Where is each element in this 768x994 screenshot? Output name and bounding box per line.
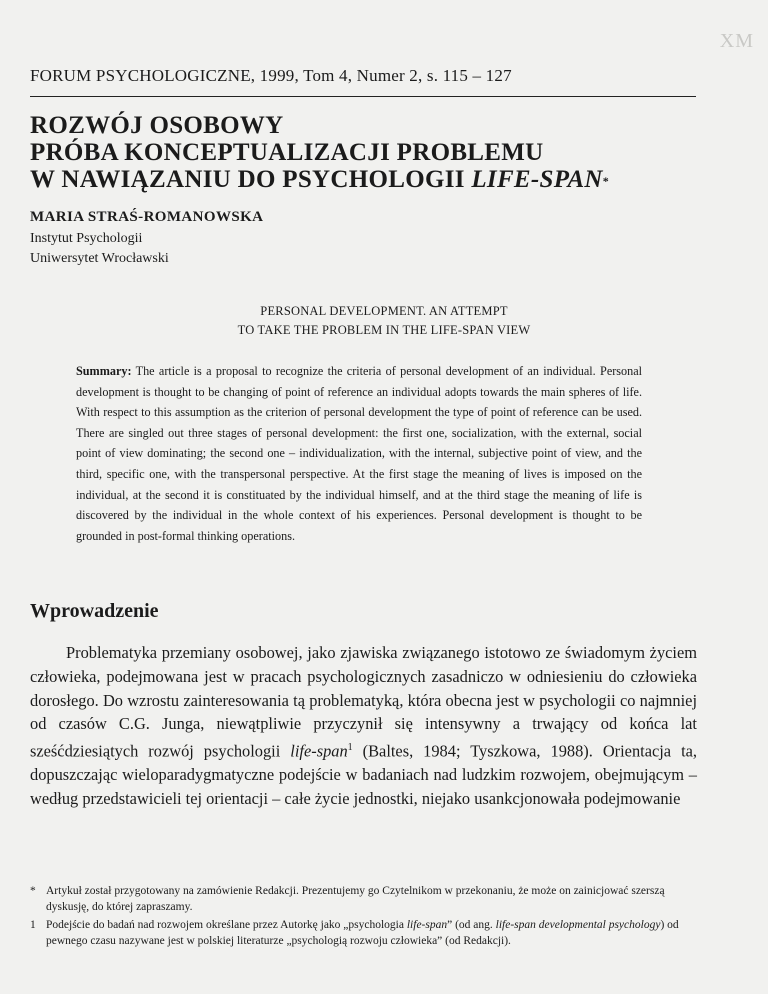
title-line-2: PRÓBA KONCEPTUALIZACJI PROBLEMU	[30, 139, 544, 166]
footnote-1-text-b: ” (od ang.	[447, 919, 496, 931]
title-line-3-prefix: W NAWIĄZANIU DO PSYCHOLOGII	[30, 166, 472, 193]
author-name: MARIA STRAŚ-ROMANOWSKA	[30, 209, 264, 225]
corner-mark: XM	[719, 30, 754, 52]
summary-abstract	[76, 361, 642, 546]
affiliation-institute: Instytut Psychologii	[30, 231, 143, 246]
journal-header: FORUM PSYCHOLOGICZNE, 1999, Tom 4, Numer 2, s. 115 – 127	[30, 66, 512, 85]
summary-text: The article is a proposal to recognize the criteria of personal development of an individual. Personal development is thought to be changing of point of reference an individual adopts towards the main spheres of life. With respect to this assumption as the criterion of personal development the type of point of reference can be used. There are singled out three stages of personal development: the first one, socialization, with the external, social point of view dominating; the second one – individualization, with the internal, subjective point of view, and the third, specific one, with the transpersonal perspective. At the first stage the meaning of lives is imposed on the individual, at the second it is constituated by the individual himself, and at the third stage the meaning of life is discovered by the individual in the whole context of his experiences. Personal development is thought to be grounded in post-formal thinking operations.	[76, 364, 643, 543]
title-italic: LIFE-SPAN	[471, 166, 603, 193]
body-text-part-1: Problematyka przemiany osobowej, jako zjawiska związanego istotowo ze świadomym życiem człowieka, podejmowana jest w pracach psychologicznych zasadniczo w odniesieniu do człowieka dorosłego. Do wzrostu zainteresowania tą problematyką, która obecna jest w psychologii co najmniej od czasów C.G. Junga, niewątpliwie przyczynił się intensywny a trwający od końca lat sześćdziesiątych rozwój psychologii	[30, 643, 697, 761]
body-text-part-2: (Baltes, 1984; Tyszkowa, 1988). Orientacja ta, dopuszczając wieloparadygmatyczne podejście w badaniach nad ludzkim rozwojem, obejmującym – według przedstawicieli tej orientacji – całe życie jednostki, niejako usankcjonowała podejmowanie	[30, 741, 698, 809]
summary-label: Summary:	[76, 364, 132, 378]
footnote-1-text-c: ) od pewnego czasu nazywane jest w polskiej literaturze „psychologią rozwoju człowieka” (od Redakcji).	[46, 919, 679, 947]
footnote-asterisk	[30, 884, 710, 915]
footnote-asterisk-text: Artykuł został przygotowany na zamówienie Redakcji. Prezentujemy go Czytelnikom w przekonaniu, że może on zainicjować szerszą dyskusję, do której zapraszamy.	[46, 885, 665, 913]
footnote-1-text	[46, 918, 710, 949]
footnote-1-mark: 1	[30, 919, 36, 931]
body-footnote-mark: 1	[347, 742, 353, 754]
english-title-line-1: PERSONAL DEVELOPMENT. AN ATTEMPT	[260, 304, 508, 318]
header-rule	[30, 96, 696, 97]
title-footnote-mark: *	[602, 174, 610, 188]
footnote-1	[30, 918, 710, 949]
title-line-1: ROZWÓJ OSOBOWY	[30, 112, 284, 139]
section-heading: Wprowadzenie	[30, 600, 159, 622]
footnote-asterisk-mark: *	[30, 885, 36, 897]
body-paragraph	[30, 641, 697, 811]
footnote-1-italic-1: life-span	[406, 919, 448, 931]
body-italic-term: life-span	[290, 741, 348, 761]
affiliation-university: Uniwersytet Wrocławski	[30, 251, 169, 266]
footnote-1-text-a: Podejście do badań nad rozwojem określane przez Autorkę jako „psychologia	[46, 919, 407, 931]
footnote-1-italic-2: life-span developmental psychology	[495, 919, 661, 931]
article-title	[30, 112, 730, 193]
title-line-3	[30, 166, 730, 193]
english-title-line-2: TO TAKE THE PROBLEM IN THE LIFE-SPAN VIEW	[237, 323, 531, 337]
